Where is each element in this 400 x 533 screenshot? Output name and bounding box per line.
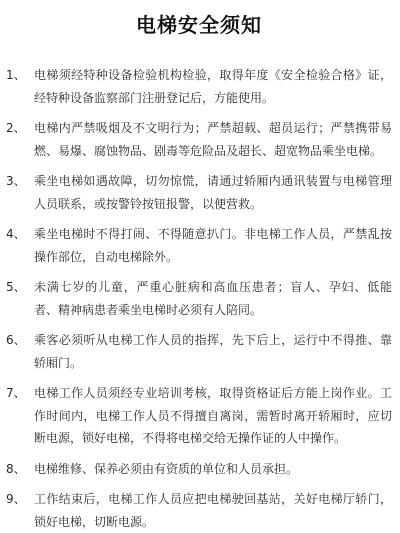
list-item — [6, 488, 392, 533]
item-text: 乘坐电梯时不得打闹、不得随意扒门。非电梯工作人员，严禁乱按操作部位，自动电梯除外。 — [34, 227, 392, 264]
item-number: 9、 — [6, 492, 26, 506]
list-item — [6, 329, 392, 374]
item-text: 未满七岁的儿童，严重心脏病和高血压患者；盲人、孕妇、低能者、精神病患者乘坐电梯时必须有人陪同。 — [34, 280, 392, 317]
list-item — [6, 117, 392, 162]
item-text: 乘客必须听从电梯工作人员的指挥，先下后上，运行中不得推、靠轿厢门。 — [34, 333, 392, 370]
item-number: 7、 — [6, 386, 26, 400]
item-number: 1、 — [6, 68, 26, 82]
list-item — [6, 223, 392, 268]
item-text: 电梯须经特种设备检验机构检验，取得年度《安全检验合格》证，经特种设备监察部门注册登记后，方能使用。 — [34, 68, 392, 105]
list-item — [6, 276, 392, 321]
item-text: 电梯工作人员须经专业培训考核，取得资格证后方能上岗作业。工作时间内，电梯工作人员不得擅自离岗，需暂时离开轿厢时，应切断电源，锁好电梯，不得将电梯交给无操作证的人中操作。 — [34, 386, 392, 445]
item-number: 6、 — [6, 333, 26, 347]
page-title: 电梯安全须知 — [136, 13, 262, 37]
item-text: 工作结束后，电梯工作人员应把电梯驶回基站，关好电梯厅轿门，锁好电梯，切断电源。 — [34, 492, 392, 529]
item-number: 4、 — [6, 227, 26, 241]
item-text: 电梯维修、保养必须由有资质的单位和人员承担。 — [34, 461, 299, 476]
list-item — [6, 170, 392, 215]
list-item — [6, 64, 392, 109]
item-number: 5、 — [6, 280, 26, 294]
rules-list — [6, 64, 392, 533]
item-text: 电梯内严禁吸烟及不文明行为；严禁超载、超员运行；严禁携带易燃、易爆、腐蚀物品、剧毒等危险品及超长、超宽物品乘坐电梯。 — [34, 121, 392, 158]
item-number: 3、 — [6, 174, 26, 188]
list-item — [6, 458, 392, 481]
item-number: 8、 — [6, 461, 26, 476]
item-number: 2、 — [6, 121, 26, 135]
item-text: 乘坐电梯如遇故障，切勿惊慌，请通过轿厢内通讯装置与电梯管理人员联系，或按警铃按钮报警，以便营救。 — [34, 174, 392, 211]
list-item — [6, 382, 392, 450]
